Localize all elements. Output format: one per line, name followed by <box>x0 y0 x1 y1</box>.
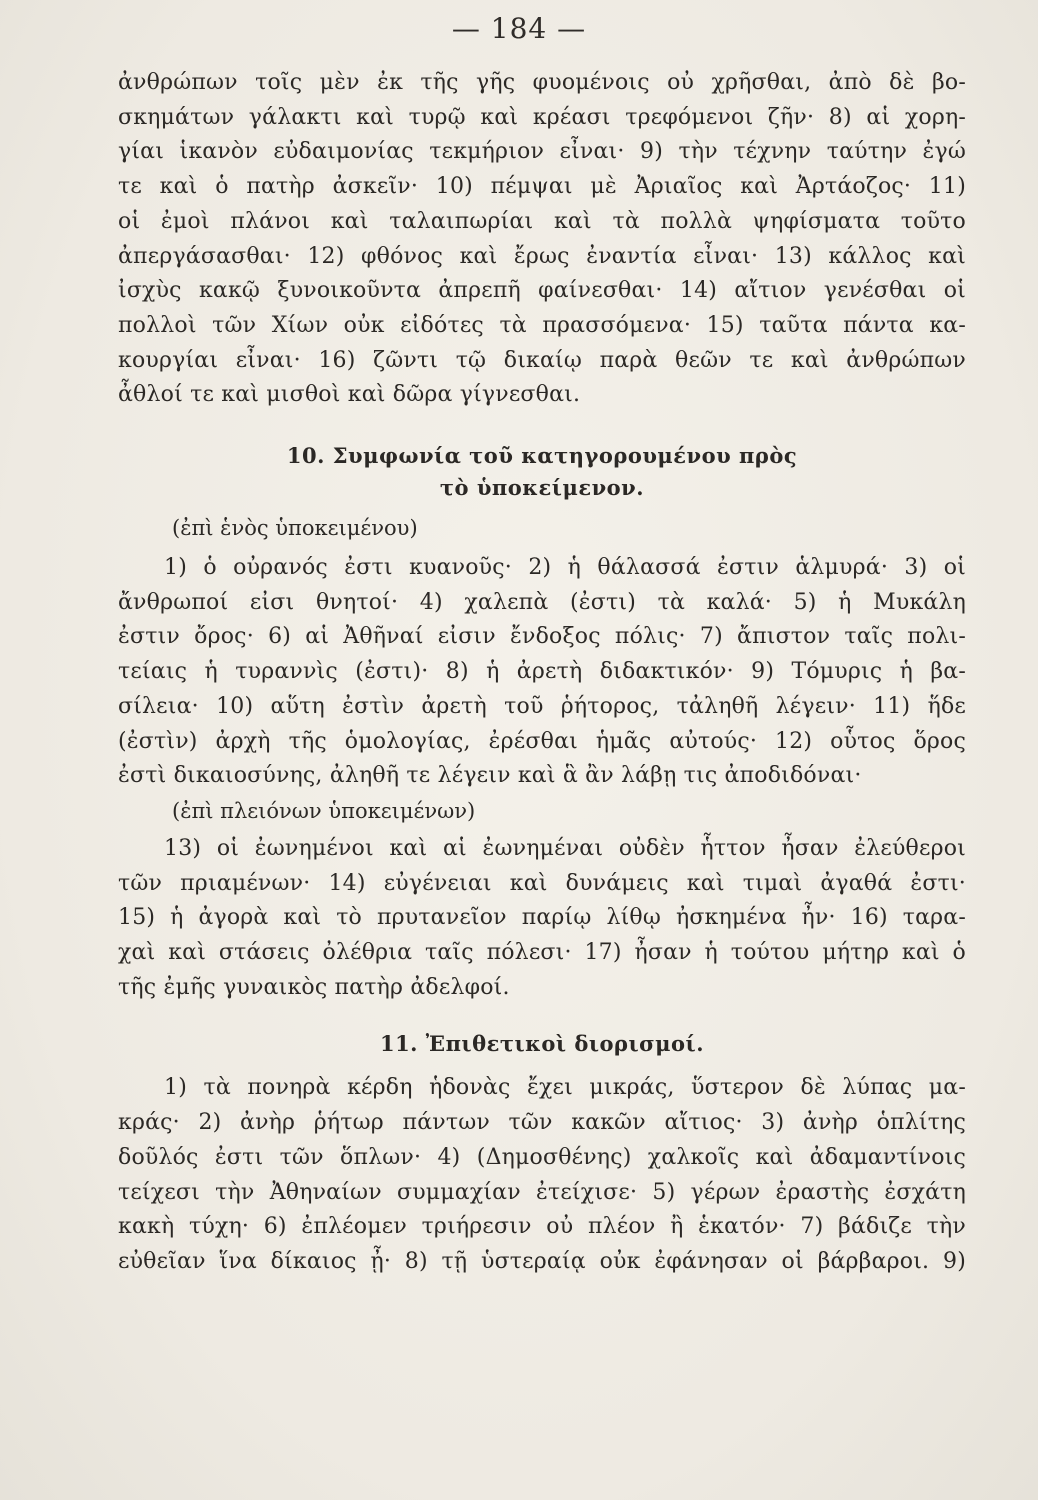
text-line: τῶν πριαμένων· 14) εὐγένειαι καὶ δυνάμεις καὶ τιμαὶ ἀγαθά ἐστι· <box>118 870 966 896</box>
text-line: τείαις ἡ τυραννὶς (ἐστι)· 8) ἡ ἀρετὴ διδακτικόν· 9) Τόμυρις ἡ βα- <box>118 659 966 685</box>
text-line: (ἐστὶν) ἀρχὴ τῆς ὁμολογίας, ἐρέσθαι ἡμᾶς αὐτούς· 12) οὗτος ὅρος <box>118 728 966 754</box>
text-line: οἱ ἐμοὶ πλάνοι καὶ ταλαιπωρίαι καὶ τὰ πολλὰ ψηφίσματα τοῦτο <box>118 208 966 234</box>
intro-paragraph <box>118 66 966 413</box>
text-line: ἆθλοί τε καὶ μισθοὶ καὶ δῶρα γίγνεσθαι. <box>118 382 581 408</box>
section-11-paragraph <box>118 1071 966 1279</box>
section-10-paragraph-2 <box>118 832 966 1006</box>
text-line: 13) οἱ ἐωνημένοι καὶ αἱ ἐωνημέναι οὐδὲν ἧττον ἦσαν ἐλεύθεροι <box>164 835 966 861</box>
text-line: πολλοὶ τῶν Χίων οὐκ εἰδότες τὰ πρασσόμενα· 15) ταῦτα πάντα κα- <box>118 312 966 338</box>
text-line: τῆς ἐμῆς γυναικὸς πατὴρ ἀδελφοί. <box>118 974 510 1000</box>
text-line: χαὶ καὶ στάσεις ὀλέθρια ταῖς πόλεσι· 17) ἦσαν ἡ τούτου μήτηρ καὶ ὁ <box>118 940 966 966</box>
text-line: εὐθεῖαν ἵνα δίκαιος ᾖ· 8) τῇ ὑστεραίᾳ οὐκ ἐφάνησαν οἱ βάρβαροι. 9) <box>118 1248 966 1274</box>
text-line: ἐστὶ δικαιοσύνης, ἀληθῆ τε λέγειν καὶ ἃ ἂν λάβῃ τις ἀποδιδόναι· <box>118 763 862 789</box>
text-line: κουργίαι εἶναι· 16) ζῶντι τῷ δικαίῳ παρὰ θεῶν τε καὶ ἀνθρώπων <box>118 347 966 373</box>
text-line: σίλεια· 10) αὕτη ἐστὶν ἀρετὴ τοῦ ῥήτορος, τἀληθῆ λέγειν· 11) ἥδε <box>118 693 966 719</box>
text-line: κακὴ τύχη· 6) ἐπλέομεν τριήρεσιν οὐ πλέον ἢ ἑκατόν· 7) βάδιζε τὴν <box>118 1214 966 1240</box>
text-line: 1) ὁ οὐρανός ἐστι κυανοῦς· 2) ἡ θάλασσά ἐστιν ἁλμυρά· 3) οἱ <box>164 555 966 581</box>
subheading-multiple-subjects: (ἐπὶ πλειόνων ὑποκειμένων) <box>172 798 476 823</box>
text-line: κράς· 2) ἀνὴρ ῥήτωρ πάντων τῶν κακῶν αἴτιος· 3) ἀνὴρ ὁπλίτης <box>118 1110 966 1136</box>
page-number: — 184 — <box>451 12 587 45</box>
text-line: δοῦλός ἐστι τῶν ὅπλων· 4) (Δημοσθένης) χαλκοῖς καὶ ἀδαμαντίνοις <box>118 1144 966 1170</box>
section-10-heading: 10. Συμφωνία τοῦ κατηγορουμένου πρὸς <box>286 443 798 469</box>
text-line: 15) ἡ ἀγορὰ καὶ τὸ πρυτανεῖον παρίῳ λίθῳ ἠσκημένα ἦν· 16) ταρα- <box>118 905 966 931</box>
page-body <box>118 66 966 1280</box>
text-line: τε καὶ ὁ πατὴρ ἀσκεῖν· 10) πέμψαι μὲ Ἀριαῖος καὶ Ἀρτάοζος· 11) <box>118 174 966 200</box>
section-10-paragraph-1 <box>118 551 966 794</box>
text-line: ἰσχὺς κακῷ ξυνοικοῦντα ἀπρεπῆ φαίνεσθαι· 14) αἴτιον γενέσθαι οἱ <box>118 278 966 304</box>
subheading-single-subject: (ἐπὶ ἑνὸς ὑποκειμένου) <box>172 516 418 541</box>
text-line: ἄνθρωποί εἰσι θνητοί· 4) χαλεπὰ (ἐστι) τὰ καλά· 5) ἡ Μυκάλη <box>118 589 966 615</box>
text-line: γίαι ἱκανὸν εὐδαιμονίας τεκμήριον εἶναι· 9) τὴν τέχνην ταύτην ἐγώ <box>118 139 966 165</box>
text-line: 1) τὰ πονηρὰ κέρδη ἡδονὰς ἔχει μικράς, ὕστερον δὲ λύπας μα- <box>164 1075 966 1101</box>
section-11-heading: 11. Ἐπιθετικοὶ διορισμοί. <box>379 1031 705 1057</box>
section-10-heading-cont: τὸ ὑποκείμενον. <box>439 475 645 501</box>
text-line: ἀνθρώπων τοῖς μὲν ἐκ τῆς γῆς φυομένοις οὐ χρῆσθαι, ἀπὸ δὲ βο- <box>118 70 966 95</box>
text-line: τείχεσι τὴν Ἀθηναίων συμμαχίαν ἐτείχισε· 5) γέρων ἐραστὴς ἐσχάτη <box>118 1179 966 1205</box>
text-line: ἐστιν ὄρος· 6) αἱ Ἀθῆναί εἰσιν ἔνδοξος πόλις· 7) ἄπιστον ταῖς πολι- <box>118 624 966 650</box>
text-line: σκημάτων γάλακτι καὶ τυρῷ καὶ κρέασι τρεφόμενοι ζῆν· 8) αἱ χορη- <box>118 104 966 130</box>
text-line: ἀπεργάσασθαι· 12) φθόνος καὶ ἔρως ἐναντία εἶναι· 13) κάλλος καὶ <box>118 243 966 269</box>
